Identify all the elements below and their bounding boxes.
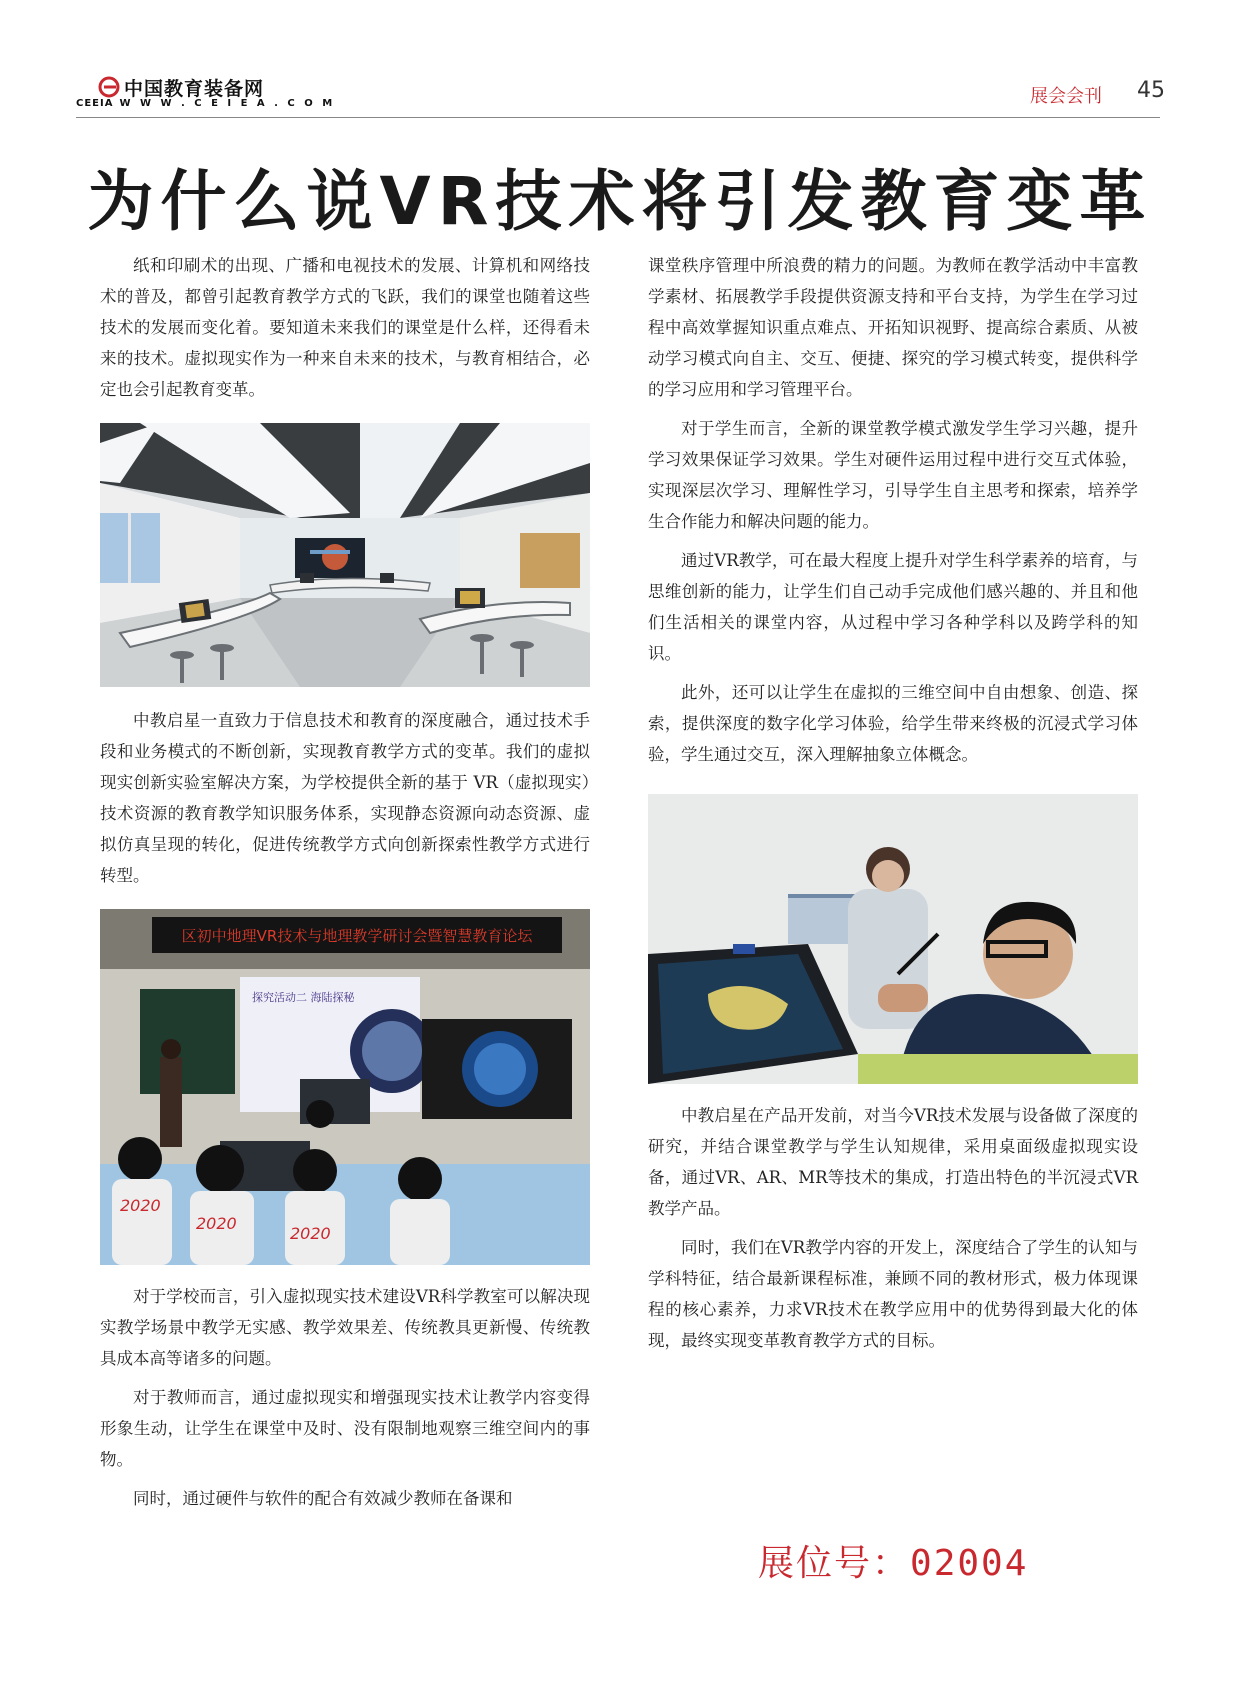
left-paragraph-3: 对于学校而言，引入虚拟现实技术建设VR科学教室可以解决现实教学场景中教学无实感、教学效果差、传统教具更新慢、传统教具成本高等诸多的问题。 bbox=[100, 1287, 590, 1368]
uniform-text-3: 2020 bbox=[290, 1224, 331, 1243]
student-vr-stylus-photo bbox=[648, 794, 1138, 1084]
booth-label: 展位号： bbox=[758, 1543, 911, 1584]
forum-classroom-illustration bbox=[100, 909, 590, 1265]
slide-heading-text: 探究活动二 海陆探秘 bbox=[252, 991, 355, 1004]
left-paragraph-2: 中教启星一直致力于信息技术和教育的深度融合，通过技术手段和业务模式的不断创新，实现教育教学方式的变革。我们的虚拟现实创新实验室解决方案，为学校提供全新的基于 VR（虚拟现实）技术资源的教育教学知识服务体系，实现静态资源向动态资源、虚拟仿真呈现的转化，促进传统教学方式向创新探索性教学方式进行转型。 bbox=[100, 711, 590, 885]
logo-english-line bbox=[76, 98, 335, 109]
logo-brand: CEEIA bbox=[76, 98, 114, 109]
right-paragraph-4: 此外，还可以让学生在虚拟的三维空间中自由想象、创造、探索，提供深度的数字化学习体验，给学生带来终极的沉浸式学习体验，学生通过交互，深入理解抽象立体概念。 bbox=[648, 683, 1138, 764]
student-vr-illustration bbox=[648, 794, 1138, 1084]
vr-forum-classroom-photo bbox=[100, 909, 590, 1265]
section-name: 展会会刊 bbox=[1030, 86, 1102, 107]
right-paragraph-5: 中教启星在产品开发前，对当今VR技术发展与设备做了深度的研究，并结合课堂教学与学生认知规律，采用桌面级虚拟现实设备，通过VR、AR、MR等技术的集成，打造出特色的半沉浸式VR教学产品。 bbox=[648, 1106, 1138, 1218]
logo-url: W W W . C E I E A . C O M bbox=[119, 98, 336, 109]
booth-value: 02004 bbox=[910, 1543, 1029, 1584]
right-paragraph-2: 对于学生而言，全新的课堂教学模式激发学生学习兴趣，提升学习效果保证学习效果。学生对硬件运用过程中进行交互式体验，实现深层次学习、理解性学习，引导学生自主思考和探索，培养学生合作能力和解决问题的能力。 bbox=[648, 419, 1138, 531]
header-divider bbox=[76, 117, 1160, 118]
forum-banner-text: 区初中地理VR技术与地理教学研讨会暨智慧教育论坛 bbox=[181, 927, 533, 945]
right-paragraph-3: 通过VR教学，可在最大程度上提升对学生科学素养的培育，与思维创新的能力，让学生们自己动手完成他们感兴趣的、并且和他们生活相关的课堂内容，从过程中学习各种学科以及跨学科的知识。 bbox=[648, 551, 1138, 663]
left-paragraph-1: 纸和印刷术的出现、广播和电视技术的发展、计算机和网络技术的普及，都曾引起教育教学方式的飞跃，我们的课堂也随着这些技术的发展而变化着。要知道未来我们的课堂是什么样，还得看未来的技术。虚拟现实作为一种来自未来的技术，与教育相结合，必定也会引起教育变革。 bbox=[100, 256, 590, 399]
right-column bbox=[648, 250, 1138, 1356]
page-header bbox=[0, 0, 1239, 120]
uniform-text-1: 2020 bbox=[120, 1196, 161, 1215]
ceeia-logo-icon bbox=[98, 76, 120, 98]
logo-chinese-name: 中国教育装备网 bbox=[124, 78, 265, 100]
article-title: 为什么说VR技术将引发教育变革 bbox=[87, 163, 1153, 240]
page-number: 45 bbox=[1137, 78, 1165, 103]
right-paragraph-6: 同时，我们在VR教学内容的开发上，深度结合了学生的认知与学科特征，结合最新课程标准，兼顾不同的教材形式，极力体现课程的核心素养，力求VR技术在教学应用中的优势得到最大化的体现，最终实现变革教育教学方式的目标。 bbox=[648, 1238, 1138, 1350]
left-paragraph-4: 对于教师而言，通过虚拟现实和增强现实技术让教学内容变得形象生动，让学生在课堂中及时、没有限制地观察三维空间内的事物。 bbox=[100, 1388, 590, 1469]
vr-lab-photo bbox=[100, 423, 590, 687]
vr-lab-illustration bbox=[100, 423, 590, 687]
uniform-text-2: 2020 bbox=[196, 1214, 237, 1233]
right-paragraph-1: 课堂秩序管理中所浪费的精力的问题。为教师在教学活动中丰富教学素材、拓展教学手段提供资源支持和平台支持，为学生在学习过程中高效掌握知识重点难点、开拓知识视野、提高综合素质、从被动学习模式向自主、交互、便捷、探究的学习模式转变，提供科学的学习应用和学习管理平台。 bbox=[648, 256, 1138, 399]
left-column bbox=[100, 250, 590, 1514]
booth-number bbox=[758, 1535, 1028, 1586]
left-paragraph-5: 同时，通过硬件与软件的配合有效减少教师在备课和 bbox=[133, 1489, 513, 1508]
